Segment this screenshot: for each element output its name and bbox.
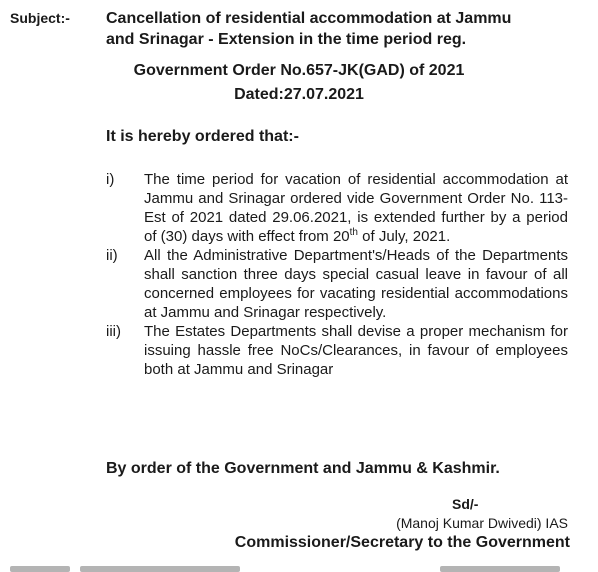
subject-line-1: Cancellation of residential accommodation at Jammu [106,10,512,27]
subject-line-2: and Srinagar - Extension in the time period reg. [106,31,467,48]
item-number: ii) [106,247,118,264]
item-text: The Estates Departments shall devise a proper mechanism for issuing hassle free NoCs/Clearances, in favour of employees both at Jammu and Srinagar [144,323,568,378]
superscript-th: th [349,227,358,238]
signature-sd: Sd/- [452,496,479,512]
order-item-2 [106,246,568,322]
item-text [144,171,568,245]
by-order-line: By order of the Government and Jammu & Kashmir. [106,460,500,477]
intro-heading: It is hereby ordered that:- [106,128,299,145]
order-date: Dated:27.07.2021 [234,86,364,103]
signatory-name: (Manoj Kumar Dwivedi) IAS [396,515,568,531]
item-number: iii) [106,323,121,340]
subject-text [106,8,586,50]
item-text-part: The time period for vacation of residential accommodation at Jammu and Srinagar ordered vide Government Order No. 113-Est of 2021 dated 29.06.2021, is extended further by a period of (30) days with effect from 20 [144,171,568,245]
order-item-1 [106,170,568,246]
subject-label: Subject:- [10,10,70,26]
signatory-designation: Commissioner/Secretary to the Government [234,534,570,551]
order-items [106,170,568,379]
order-number: Government Order No.657-JK(GAD) of 2021 [133,62,465,79]
item-text: All the Administrative Department's/Heads of the Departments shall sanction three days special casual leave in favour of all concerned employees for vacating residential accommodations at Jammu and Srinagar respectively. [144,247,568,321]
item-number: i) [106,171,115,188]
item-text-part: of July, 2021. [358,228,451,245]
cropped-text-fragment [0,566,598,572]
order-item-3 [106,322,568,379]
